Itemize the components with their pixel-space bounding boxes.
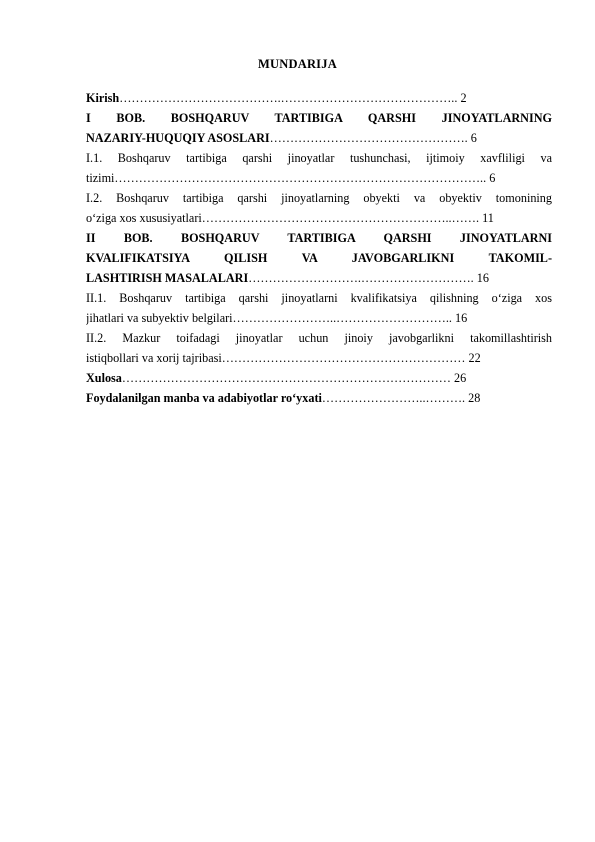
- toc-line: [86, 388, 552, 408]
- toc-entry-text: ……………………………………………………………………… 26: [121, 371, 467, 385]
- toc-entry-text: ………………………………….…………………………………….. 2: [119, 91, 467, 105]
- toc-entry-text: I.2. Boshqaruv tartibiga qarshi jinoyatlarning obyekti va obyektiv tomonining: [86, 191, 552, 205]
- toc-line: [86, 108, 552, 128]
- toc-entry-text: ……………………….………………………. 16: [248, 271, 489, 285]
- toc-entry-text: jihatlari va subyektiv belgilari……………………..……………………….. 16: [86, 311, 468, 325]
- toc-line: [86, 328, 552, 348]
- toc-line: [86, 308, 552, 328]
- toc-heading-text: II BOB. BOSHQARUV TARTIBIGA QARSHI JINOYATLARNI: [86, 231, 552, 245]
- toc-line: [86, 228, 552, 248]
- toc-entry-text: …………………………………………. 6: [269, 131, 477, 145]
- toc-line: [86, 148, 552, 168]
- toc-entry-text: II.2. Mazkur toifadagi jinoyatlar uchun jinoiy javobgarlikni takomillashtirish: [86, 331, 552, 345]
- toc-entry-text: o‘ziga xos xususiyatlari……………………………………………………..……. 11: [86, 211, 494, 225]
- toc-entry-text: I.1. Boshqaruv tartibiga qarshi jinoyatlar tushunchasi, ijtimoiy xavfliligi va: [86, 151, 552, 165]
- toc-line: [86, 168, 552, 188]
- toc-line: [86, 368, 552, 388]
- toc-heading-text: Xulosa: [86, 371, 122, 385]
- toc-heading-text: I BOB. BOSHQARUV TARTIBIGA QARSHI JINOYATLARNING: [86, 111, 552, 125]
- toc-line: [86, 268, 552, 288]
- toc-heading-text: Foydalanilgan manba va adabiyotlar ro‘yxati: [86, 391, 322, 405]
- toc-line: [86, 208, 552, 228]
- toc-line: [86, 248, 552, 268]
- toc-line: [86, 348, 552, 368]
- toc-heading-text: LASHTIRISH MASALALARI: [86, 271, 249, 285]
- page-title: MUNDARIJA: [258, 57, 337, 71]
- toc-line: [86, 88, 552, 108]
- toc-line: [86, 128, 552, 148]
- toc-entry-text: tizimi……………………………………………………………………………….. 6: [86, 171, 496, 185]
- table-of-contents: [86, 88, 552, 408]
- toc-line: [86, 188, 552, 208]
- toc-entry-text: istiqbollari va xorij tajribasi…………………………………………………… 22: [86, 351, 481, 365]
- toc-entry-text: ……………………..………. 28: [321, 391, 481, 405]
- toc-heading-text: KVALIFIKATSIYA QILISH VA JAVOBGARLIKNI TAKOMIL-: [86, 251, 552, 265]
- toc-entry-text: II.1. Boshqaruv tartibiga qarshi jinoyatlarni kvalifikatsiya qilishning o‘ziga xos: [86, 291, 552, 305]
- toc-line: [86, 288, 552, 308]
- toc-heading-text: Kirish: [86, 91, 120, 105]
- toc-heading-text: NAZARIY-HUQUQIY ASOSLARI: [86, 131, 270, 145]
